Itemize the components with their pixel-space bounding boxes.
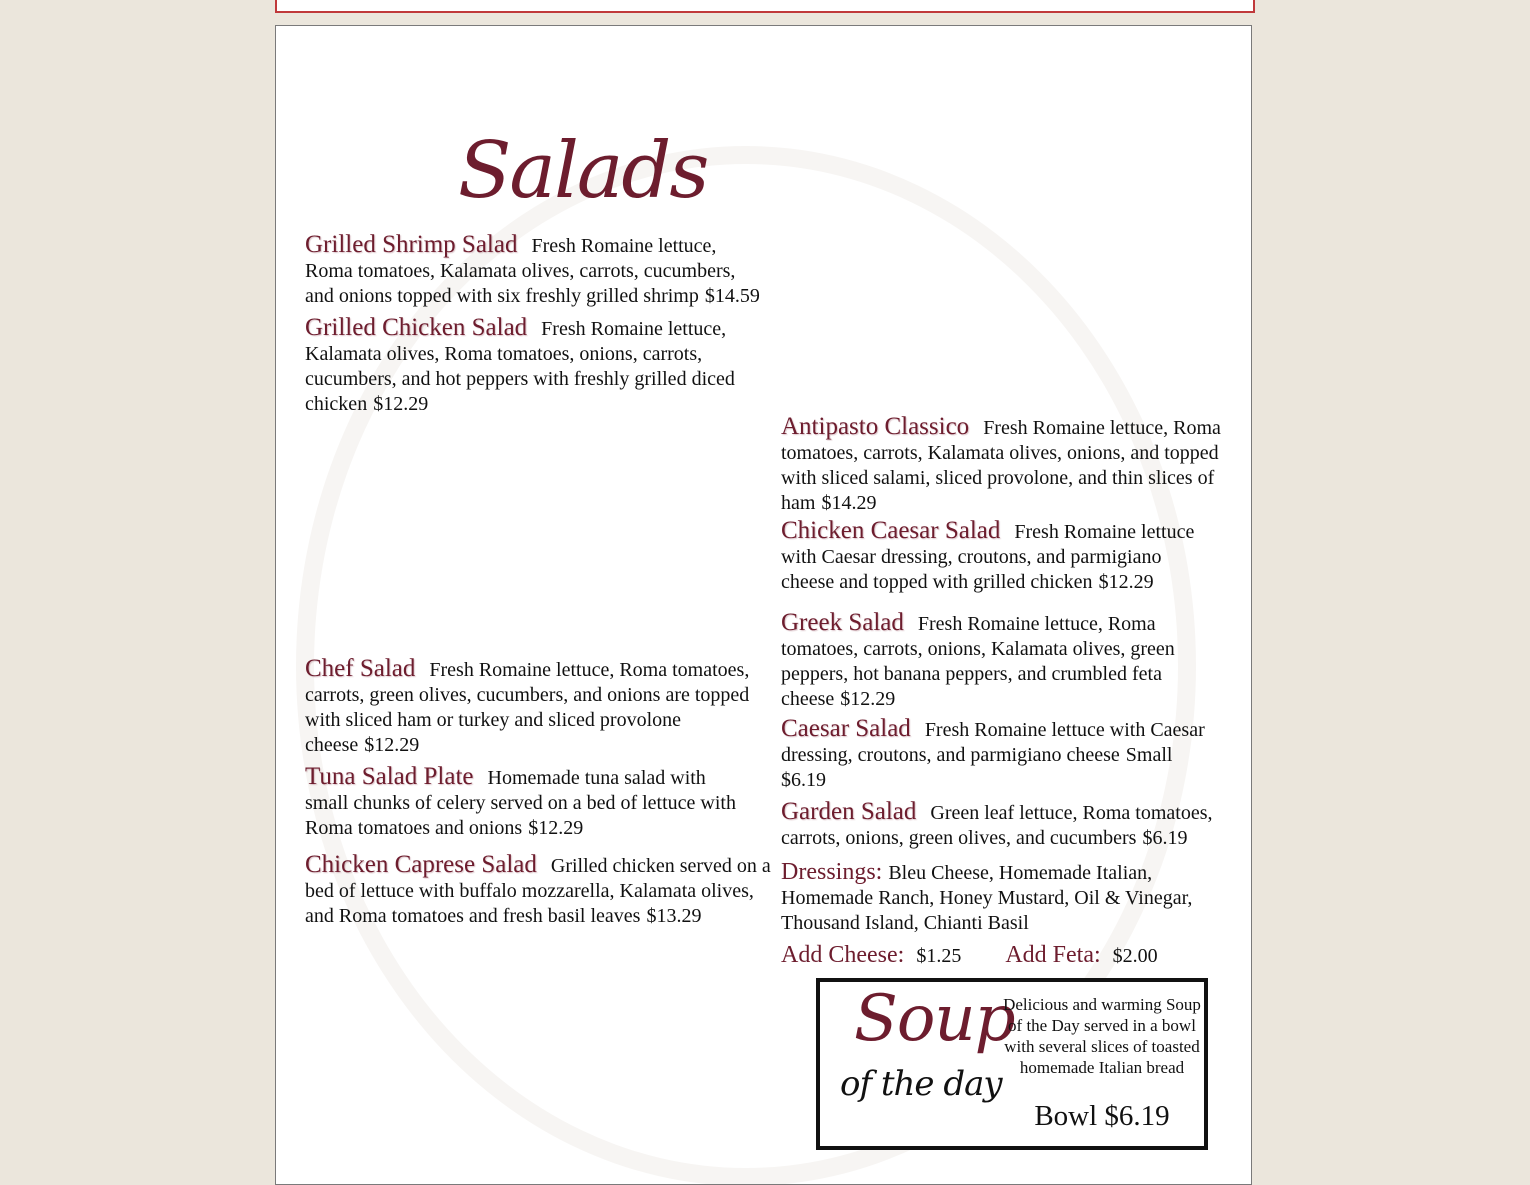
item-description: Fresh Romaine lettuce with Caesar dressing, croutons, and parmigiano cheese and topped with grilled chicken	[781, 521, 1195, 593]
add-cheese-price: $1.25	[916, 945, 962, 967]
item-name: Caesar Salad	[781, 715, 911, 742]
item-description: Fresh Romaine lettuce, Roma tomatoes, carrots, green olives, cucumbers, and onions are topped with sliced ham or turkey and sliced provolone cheese	[305, 659, 750, 756]
menu-item-antipasto-classico	[781, 414, 1247, 516]
item-description: Fresh Romaine lettuce, Roma tomatoes, Kalamata olives, carrots, cucumbers, and onions topped with six freshly grilled shrimp	[305, 235, 736, 307]
menu-item-greek-salad	[781, 610, 1201, 712]
item-price: $12.29	[528, 817, 584, 839]
item-description: Grilled chicken served on a bed of lettuce with buffalo mozzarella, Kalamata olives, and Roma tomatoes and fresh basil leaves	[305, 855, 771, 927]
menu-item-grilled-chicken-salad	[305, 315, 765, 417]
item-description: Green leaf lettuce, Roma tomatoes, carrots, onions, green olives, and cucumbers	[781, 802, 1213, 849]
item-name: Chicken Caesar Salad	[781, 517, 1001, 544]
menu-item-chicken-caesar-salad	[781, 518, 1217, 595]
menu-item-chicken-caprese-salad	[305, 852, 775, 929]
menu-page	[275, 25, 1252, 1185]
item-price: Small $6.19	[781, 744, 1173, 791]
add-feta-price: $2.00	[1112, 945, 1158, 967]
item-price: $12.29	[840, 688, 896, 710]
item-name: Chef Salad	[305, 655, 416, 682]
menu-item-chef-salad	[305, 656, 771, 758]
item-name: Grilled Chicken Salad	[305, 314, 528, 341]
add-cheese-label: Add Cheese:	[781, 942, 905, 968]
add-feta-label: Add Feta:	[1005, 942, 1101, 968]
dressings-label: Dressings:	[781, 859, 883, 885]
previous-page-frame	[275, 0, 1255, 13]
dressings-text: Bleu Cheese, Homemade Italian, Homemade Ranch, Honey Mustard, Oil & Vinegar, Thousand Island, Chianti Basil	[781, 862, 1193, 934]
menu-item-tuna-salad-plate	[305, 764, 745, 841]
item-description: Fresh Romaine lettuce, Roma tomatoes, carrots, onions, Kalamata olives, green peppers, hot banana peppers, and crumbled feta cheese	[781, 613, 1175, 710]
dressings-list	[781, 860, 1241, 936]
soup-of-the-day-box	[816, 978, 1208, 1150]
item-description: Fresh Romaine lettuce with Caesar dressing, croutons, and parmigiano cheese	[781, 719, 1205, 766]
addons-row	[781, 942, 1158, 969]
menu-item-grilled-shrimp-salad	[305, 232, 765, 309]
soup-title: Soup	[854, 982, 1015, 1056]
item-name: Garden Salad	[781, 798, 917, 825]
item-price: $12.29	[364, 734, 420, 756]
page-title: Salads	[458, 126, 708, 216]
item-price: $14.29	[821, 492, 877, 514]
item-description: Fresh Romaine lettuce, Kalamata olives, Roma tomatoes, onions, carrots, cucumbers, and hot peppers with freshly grilled diced chicken	[305, 318, 735, 415]
soup-description: Delicious and warming Soup of the Day served in a bowl with several slices of toasted homemade Italian bread	[1003, 995, 1201, 1077]
item-price: $6.19	[1142, 827, 1188, 849]
item-price: $14.59	[704, 285, 760, 307]
item-price: $12.29	[1098, 571, 1154, 593]
item-price: $13.29	[646, 905, 702, 927]
soup-price: Bowl $6.19	[1034, 1100, 1170, 1132]
soup-subtitle: of the day	[840, 1064, 1002, 1104]
item-name: Greek Salad	[781, 609, 904, 636]
menu-item-garden-salad	[781, 799, 1247, 851]
item-price: $12.29	[373, 393, 429, 415]
item-name: Tuna Salad Plate	[305, 763, 474, 790]
item-name: Antipasto Classico	[781, 413, 970, 440]
item-name: Chicken Caprese Salad	[305, 851, 537, 878]
menu-item-caesar-salad	[781, 716, 1217, 793]
item-description: Fresh Romaine lettuce, Roma tomatoes, carrots, Kalamata olives, onions, and topped with sliced salami, sliced provolone, and thin slices of ham	[781, 417, 1221, 514]
item-name: Grilled Shrimp Salad	[305, 231, 518, 258]
item-description: Homemade tuna salad with small chunks of celery served on a bed of lettuce with Roma tomatoes and onions	[305, 767, 736, 839]
